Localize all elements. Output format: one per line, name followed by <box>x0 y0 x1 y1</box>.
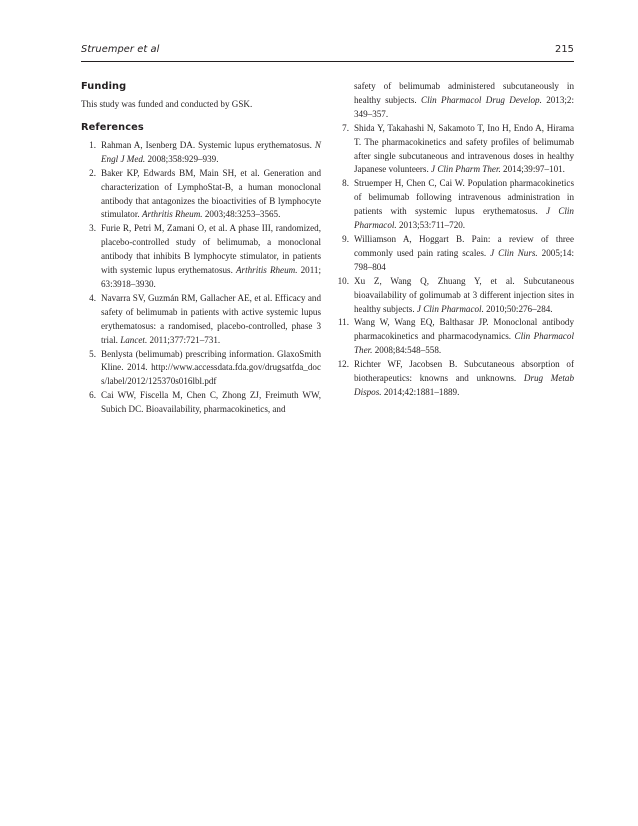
reference-item: 2. Baker KP, Edwards BM, Main SH, et al. Generation and characterization of LymphoStat-B, a human monoclonal antibody that antagonizes the bioactivities of B lymphocyte stimulator. Arthritis Rheum. 2003;48:3253–3565. <box>89 167 321 220</box>
reference-item: 8. Struemper H, Chen C, Cai W. Population pharmacokinetics of belimumab following intravenous administration in patients with systemic lupus erythematosus. J Clin Pharmacol. 2013;53:711–720. <box>342 178 574 231</box>
running-head <box>81 44 574 55</box>
reference-item: 1. Rahman A, Isenberg DA. Systemic lupus erythematosus. N Engl J Med. 2008;358:929–939. <box>89 139 321 164</box>
reference-item: 3. Furie R, Petri M, Zamani O, et al. A phase III, randomized, placebo-controlled study of belimumab, a monoclonal antibody that inhibits B lymphocyte stimulator, in patients with systemic lupus erythematosus. Arthritis Rheum. 2011; 63:3918–3930. <box>89 223 321 289</box>
reference-item: 4. Navarra SV, Guzmán RM, Gallacher AE, et al. Efficacy and safety of belimumab in patients with active systemic lupus erythematosus: a randomised, placebo-controlled, phase 3 trial. Lancet. 2011;377:721–731. <box>89 292 321 345</box>
reference-item-continued: safety of belimumab administered subcutaneously in healthy subjects. Clin Pharmacol Drug Develop. 2013;2: 349–357. <box>354 81 574 119</box>
reference-item: 9. Williamson A, Hoggart B. Pain: a review of three commonly used pain rating scales. J Clin Nurs. 2005;14: 798–804 <box>342 233 575 272</box>
left-column <box>81 80 321 417</box>
right-column <box>334 80 574 400</box>
running-head-author: Struemper et al <box>81 44 160 55</box>
funding-text: This study was funded and conducted by GSK. <box>81 99 253 109</box>
reference-list-left <box>81 139 321 417</box>
reference-list-right <box>334 122 574 400</box>
reference-item: 5. Benlysta (belimumab) prescribing information. GlaxoSmithKline. 2014. http://www.accessdata.fda.gov/drugsatfda_docs/label/2012/125370s016lbl.pdf <box>89 348 321 387</box>
references-heading: References <box>81 121 144 133</box>
funding-heading: Funding <box>81 81 127 92</box>
reference-item: 7. Shida Y, Takahashi N, Sakamoto T, Ino H, Endo A, Hirama T. The pharmacokinetics and safety profiles of belimumab after single subcutaneous and intravenous doses in healthy Japanese volunteers. J Clin Pharm Ther. 2014;39:97–101. <box>342 122 574 175</box>
page-number: 215 <box>555 44 574 55</box>
reference-item: 10. Xu Z, Wang Q, Zhuang Y, et al. Subcutaneous bioavailability of golimumab at 3 different injection sites in healthy subjects. J Clin Pharmacol. 2010;50:276–284. <box>337 275 574 314</box>
reference-item: 6. Cai WW, Fiscella M, Chen C, Zhong ZJ, Freimuth WW, Subich DC. Bioavailability, pharmacokinetics, and <box>89 390 321 415</box>
reference-item: 11. Wang W, Wang EQ, Balthasar JP. Monoclonal antibody pharmacokinetics and pharmacodynamics. Clin Pharmacol Ther. 2008;84:548–558. <box>337 317 574 356</box>
reference-item: 12. Richter WF, Jacobsen B. Subcutaneous absorption of biotherapeutics: knowns and unknowns. Drug Metab Dispos. 2014;42:1881–1889. <box>337 359 574 397</box>
header-rule <box>81 61 574 62</box>
